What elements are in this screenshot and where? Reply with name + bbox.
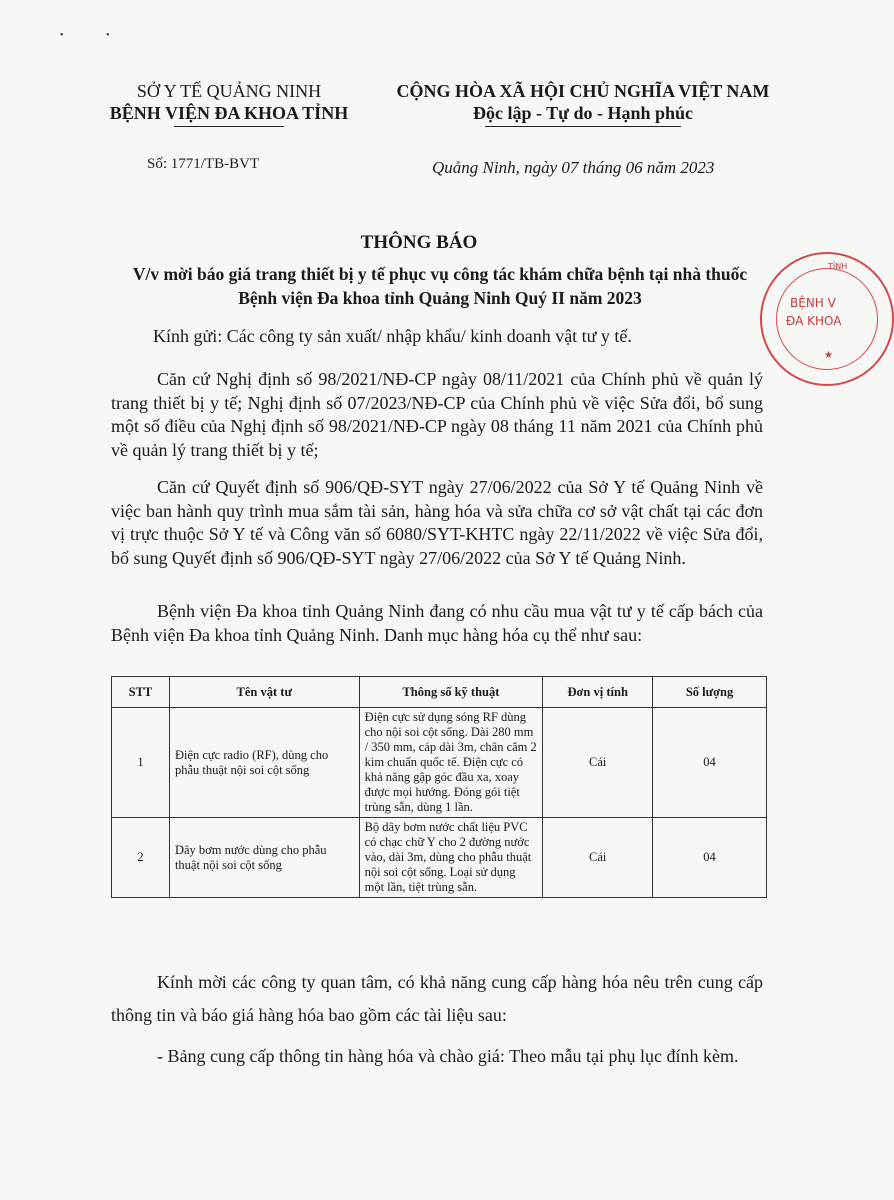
cell-name: Dây bơm nước dùng cho phẫu thuật nội soi cột sống <box>169 818 359 898</box>
document-subject: V/v mời báo giá trang thiết bị y tế phục vụ công tác khám chữa bệnh tại nhà thuốc Bệnh viện Đa khoa tỉnh Quảng Ninh Quý II năm 2023 <box>132 264 748 308</box>
agency-line-2: BỆNH VIỆN ĐA KHOA TỈNH <box>109 103 349 123</box>
official-seal-stamp <box>760 252 894 386</box>
document-number: Số: 1771/TB-BVT <box>147 156 260 172</box>
cell-unit: Cái <box>543 708 653 818</box>
cell-name: Điện cực radio (RF), dùng cho phẫu thuật nội soi cột sống <box>169 708 359 818</box>
national-title: CỘNG HÒA XÃ HỘI CHỦ NGHĨA VIỆT NAM <box>396 81 770 101</box>
col-header-unit: Đơn vị tính <box>543 677 653 708</box>
paragraph-legal-basis-1: Căn cứ Nghị định số 98/2021/NĐ-CP ngày 08/11/2021 của Chính phủ về quản lý trang thiết bị y tế; Nghị định số 07/2023/NĐ-CP của Chính phủ về việc Sửa đổi, bổ sung một số điều của Nghị định số 98/2021/NĐ-CP ngày 08 tháng 11 năm 2021 của Chính phủ về quản lý trang thiết bị y tế; <box>111 369 763 460</box>
cell-qty: 04 <box>653 708 767 818</box>
greeting: Kính gửi: Các công ty sản xuất/ nhập khẩu/ kinh doanh vật tư y tế. <box>153 326 632 346</box>
items-table <box>111 676 767 898</box>
scan-specks: • • <box>60 30 130 41</box>
agency-underline <box>174 126 284 127</box>
table-header-row <box>112 677 767 708</box>
col-header-qty: Số lượng <box>653 677 767 708</box>
col-header-stt: STT <box>112 677 170 708</box>
col-header-spec: Thông số kỹ thuật <box>359 677 543 708</box>
motto-underline <box>485 126 681 127</box>
cell-stt: 1 <box>112 708 170 818</box>
paragraph-invitation: Kính mời các công ty quan tâm, có khả năng cung cấp hàng hóa nêu trên cung cấp thông tin và báo giá hàng hóa bao gồm các tài liệu sau: <box>111 972 763 1025</box>
national-header <box>378 80 788 127</box>
paragraph-attachment-item: - Bảng cung cấp thông tin hàng hóa và chào giá: Theo mẫu tại phụ lục đính kèm. <box>157 1046 739 1066</box>
table-row <box>112 708 767 818</box>
national-motto: Độc lập - Tự do - Hạnh phúc <box>472 103 694 123</box>
cell-unit: Cái <box>543 818 653 898</box>
seal-text-line-2: ĐA KHOA <box>786 314 842 328</box>
cell-stt: 2 <box>112 818 170 898</box>
paragraph-demand: Bệnh viện Đa khoa tỉnh Quảng Ninh đang có nhu cầu mua vật tư y tế cấp bách của Bệnh viện Đa khoa tỉnh Quảng Ninh. Danh mục hàng hóa cụ thể như sau: <box>111 601 763 645</box>
agency-line-1: SỞ Y TẾ QUẢNG NINH <box>136 81 322 101</box>
cell-spec: Bộ dây bơm nước chất liệu PVC có chạc chữ Y cho 2 đường nước vào, dài 3m, dùng cho phẫu thuật nội soi cột sống. Loại sử dụng một lần, tiệt trùng sẵn. <box>359 818 543 898</box>
seal-text-line-1: BỆNH V <box>790 296 836 310</box>
seal-top-text: TỈNH <box>828 262 848 271</box>
cell-spec: Điện cực sử dụng sóng RF dùng cho nội soi cột sống. Dài 280 mm / 350 mm, cáp dài 3m, chân cắm 2 kim chuẩn quốc tế. Điện cực có khả năng gập góc đầu xa, xoay được mọi hướng. Đóng gói tiệt trùng sẵn, dùng 1 lần. <box>359 708 543 818</box>
cell-qty: 04 <box>653 818 767 898</box>
seal-star-icon: ★ <box>824 350 833 361</box>
paragraph-legal-basis-2: Căn cứ Quyết định số 906/QĐ-SYT ngày 27/06/2022 của Sở Y tế Quảng Ninh về việc ban hành quy trình mua sắm tài sản, hàng hóa và sửa chữa cơ sở vật chất tại các đơn vị trực thuộc Sở Y tế và Công văn số 6080/SYT-KHTC ngày 22/11/2022 về việc Sửa đổi, bổ sung Quyết định số 906/QĐ-SYT ngày 27/06/2022 của Sở Y tế Quảng Ninh. <box>111 477 763 568</box>
col-header-name: Tên vật tư <box>169 677 359 708</box>
date-line: Quảng Ninh, ngày 07 tháng 06 năm 2023 <box>432 158 715 177</box>
agency-header <box>98 80 360 127</box>
table-row <box>112 818 767 898</box>
document-title: THÔNG BÁO <box>360 232 478 253</box>
